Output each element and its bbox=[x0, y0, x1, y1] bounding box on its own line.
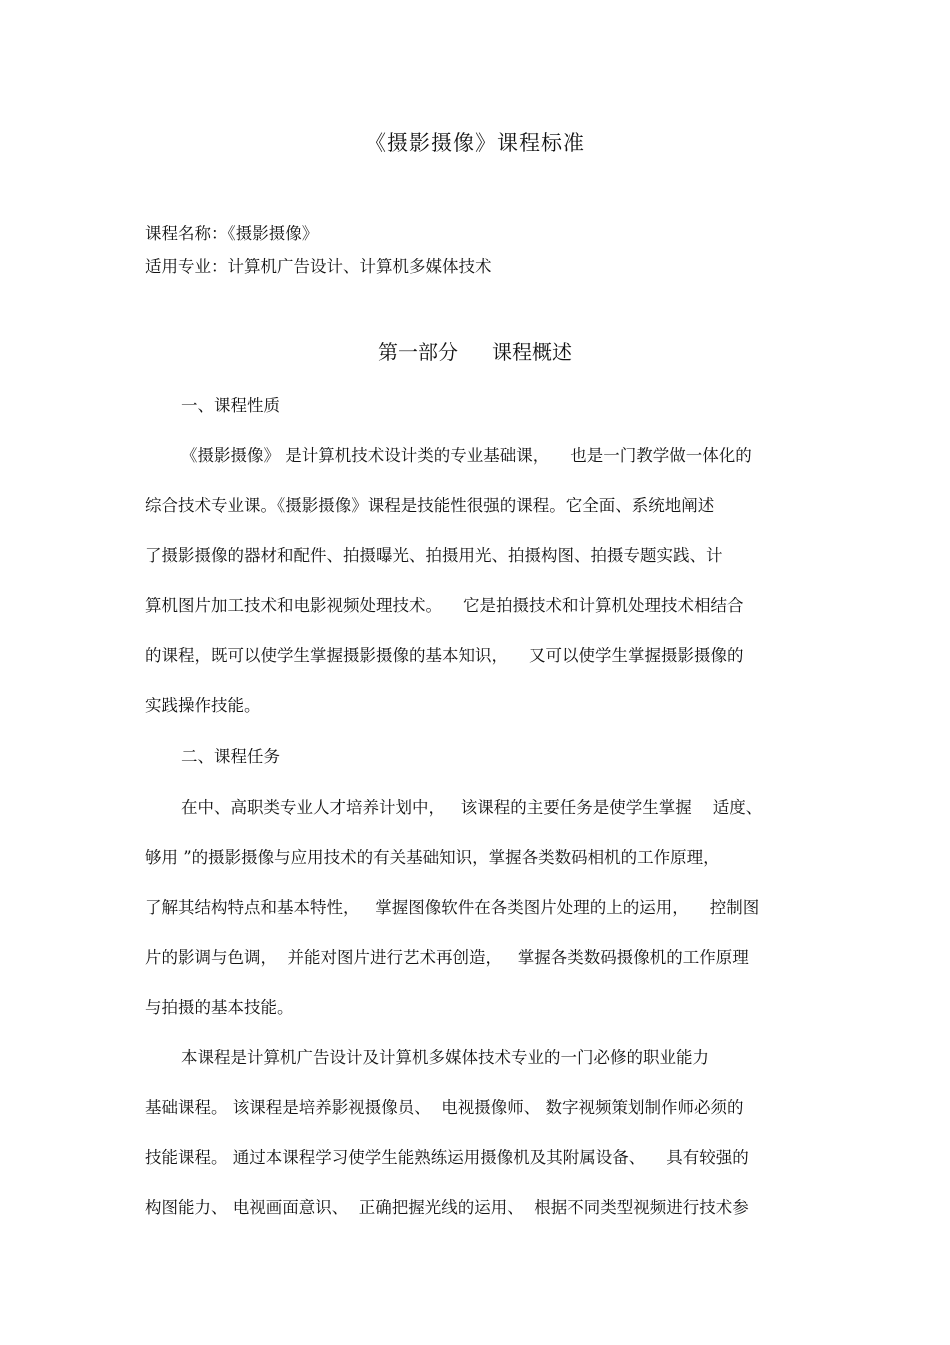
section-name: 课程概述 bbox=[492, 340, 572, 364]
paragraph-line: 构图能力、 电视画面意识、 正确把握光线的运用、 根据不同类型视频进行技术参 bbox=[145, 1198, 749, 1217]
subheading-nature: 一、课程性质 bbox=[181, 396, 280, 415]
paragraph-line: 了解其结构特点和基本特性， 掌握图像软件在各类图片处理的上的运用， 控制图 bbox=[145, 898, 760, 917]
paragraph-line: 与拍摄的基本技能。 bbox=[145, 998, 294, 1017]
paragraph-line: 实践操作技能。 bbox=[145, 696, 261, 715]
section-heading bbox=[0, 336, 950, 365]
course-name-line: 课程名称：《摄影摄像》 bbox=[145, 224, 319, 243]
paragraph-line: 的课程，既可以使学生掌握摄影摄像的基本知识， 又可以使学生掌握摄影摄像的 bbox=[145, 646, 744, 665]
paragraph-line: 算机图片加工技术和电影视频处理技术。 它是拍摄技术和计算机处理技术相结合 bbox=[145, 596, 744, 615]
subheading-tasks: 二、课程任务 bbox=[181, 747, 280, 766]
paragraph-line: 《摄影摄像》 是计算机技术设计类的专业基础课， 也是一门教学做一体化的 bbox=[181, 446, 752, 465]
paragraph-line: 了摄影摄像的器材和配件、拍摄曝光、拍摄用光、拍摄构图、拍摄专题实践、计 bbox=[145, 546, 723, 565]
section-part: 第一部分 bbox=[378, 340, 458, 364]
paragraph-line: 综合技术专业课。《摄影摄像》课程是技能性很强的课程。它全面、系统地阐述 bbox=[145, 496, 715, 515]
paragraph-line: 本课程是计算机广告设计及计算机多媒体技术专业的一门必修的职业能力 bbox=[181, 1048, 709, 1067]
course-major-line: 适用专业：计算机广告设计、计算机多媒体技术 bbox=[145, 257, 492, 276]
paragraph-line: 技能课程。 通过本课程学习使学生能熟练运用摄像机及其附属设备、 具有较强的 bbox=[145, 1148, 749, 1167]
paragraph-line: 基础课程。 该课程是培养影视摄像员、 电视摄像师、 数字视频策划制作师必须的 bbox=[145, 1098, 744, 1117]
document-title: 《摄影摄像》课程标准 bbox=[365, 131, 585, 155]
paragraph-line: 片的影调与色调， 并能对图片进行艺术再创造， 掌握各类数码摄像机的工作原理 bbox=[145, 948, 749, 967]
paragraph-line: 够用 ”的摄影摄像与应用技术的有关基础知识，掌握各类数码相机的工作原理， bbox=[145, 848, 720, 867]
paragraph-line: 在中、高职类专业人才培养计划中， 该课程的主要任务是使学生掌握 适度、 bbox=[181, 798, 763, 817]
